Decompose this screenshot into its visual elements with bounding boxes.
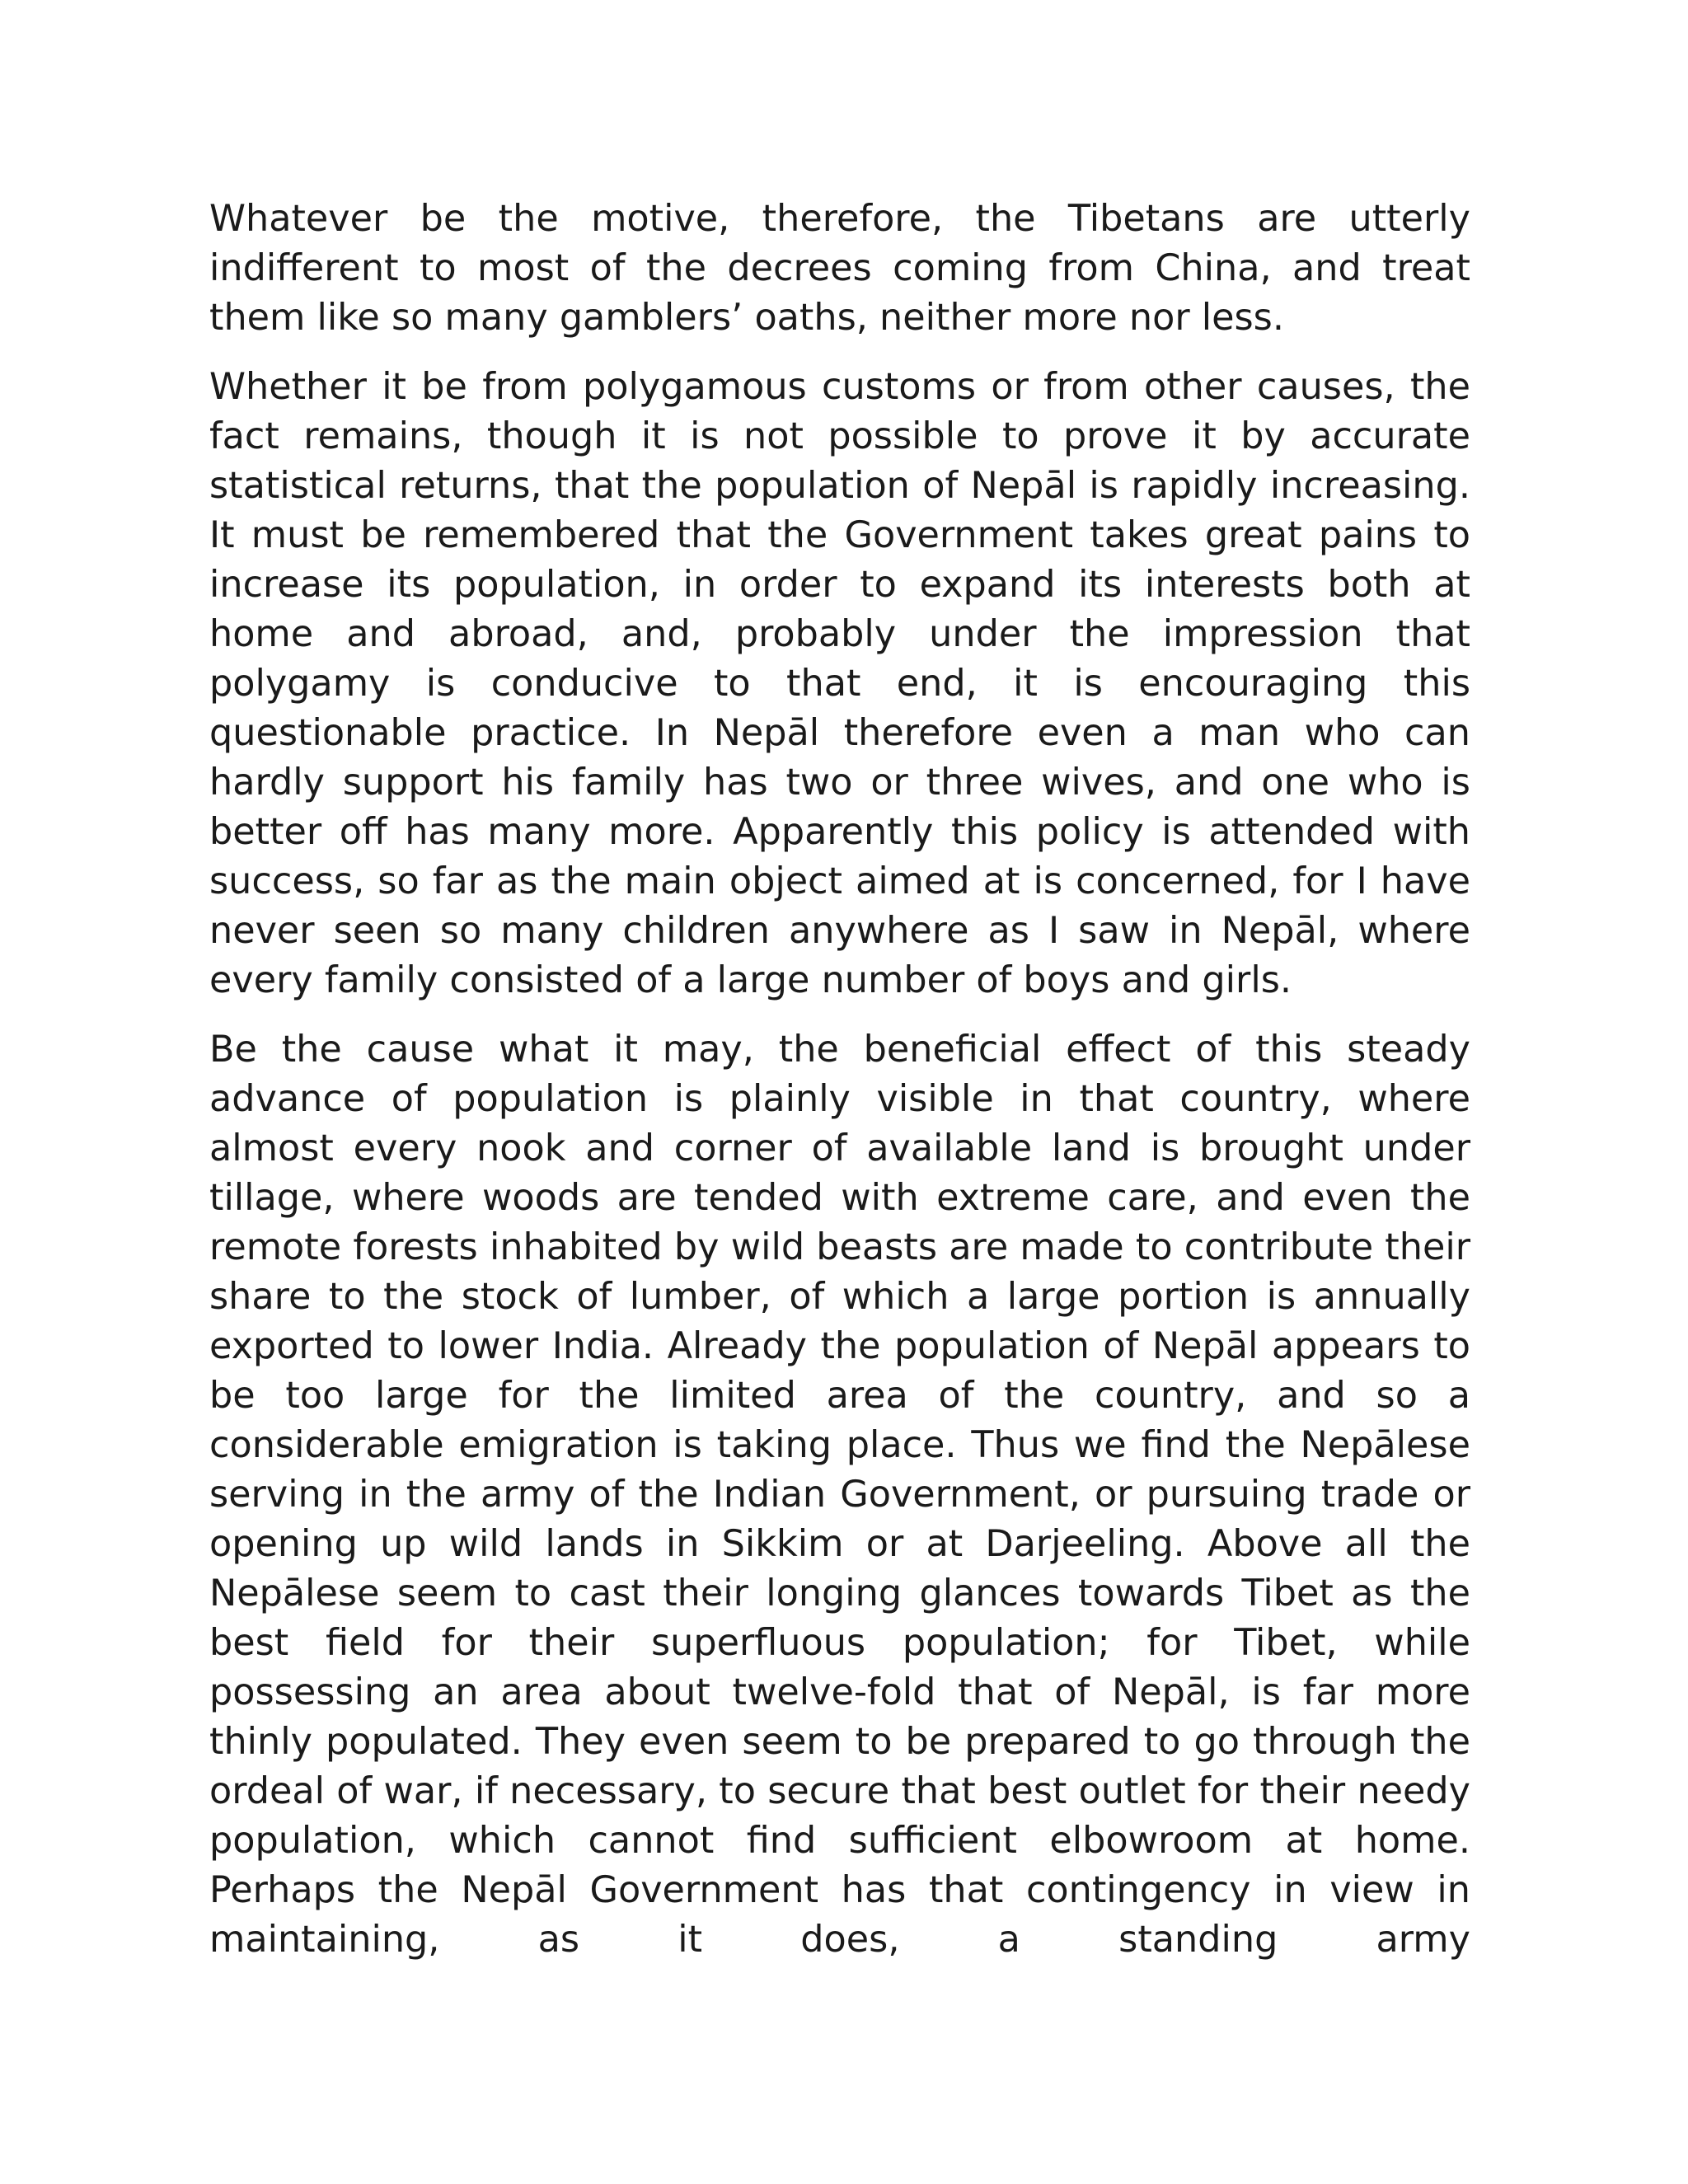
- paragraph-1: Whatever be the motive, therefore, the Tibetans are utterly indifferent to most of the decrees coming from China, and treat them like so many gamblers’ oaths, neither more nor less.: [209, 198, 1470, 339]
- paragraph-2: Whether it be from polygamous customs or from other causes, the fact remains, though it is not possible to prove it by accurate statistical returns, that the population of Nepāl is rapidly increasing. It must be remembered that the Government takes great pains to increase its population, in order to expand its interests both at home and abroad, and, probably under the impression that polygamy is conducive to that end, it is encouraging this questionable practice. In Nepāl therefore even a man who can hardly support his family has two or three wives, and one who is better off has many more. Apparently this policy is attended with success, so far as the main object aimed at is concerned, for I have never seen so many children anywhere as I saw in Nepāl, where every family consisted of a large number of boys and girls.: [209, 366, 1470, 1001]
- page-body: [209, 194, 1470, 1985]
- paragraph-3: Be the cause what it may, the beneficial effect of this steady advance of population is plainly visible in that country, where almost every nook and corner of available land is brought under tillage, where woods are tended with extreme care, and even the remote forests inhabited by wild beasts are made to contribute their share to the stock of lumber, of which a large portion is annually exported to lower India. Already the population of Nepāl appears to be too large for the limited area of the country, and so a considerable emigration is taking place. Thus we find the Nepālese serving in the army of the Indian Government, or pursuing trade or opening up wild lands in Sikkim or at Darjeeling. Above all the Nepālese seem to cast their longing glances towards Tibet as the best field for their superfluous population; for Tibet, while possessing an area about twelve-fold that of Nepāl, is far more thinly populated. They even seem to be prepared to go through the ordeal of war, if necessary, to secure that best outlet for their needy population, which cannot find sufficient elbowroom at home. Perhaps the Nepāl Government has that contingency in view in maintaining, as it does, a standing army: [209, 1029, 1470, 1961]
